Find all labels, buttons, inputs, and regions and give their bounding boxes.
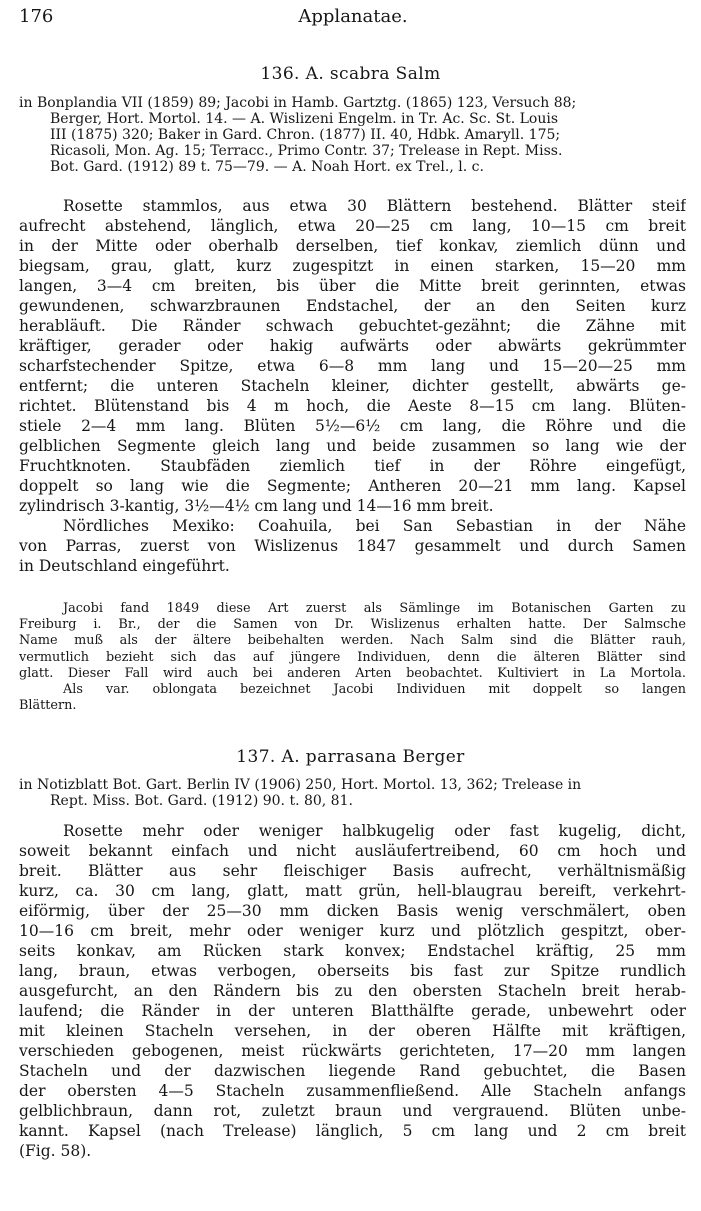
- text-line: der obersten 4—5 Stacheln zusammenfließend. Alle Stacheln anfangs: [19, 1082, 686, 1100]
- note-line: glatt. Dieser Fall wird auch bei anderen Arten beobachtet. Kultiviert in La Mortola.: [19, 665, 686, 681]
- text-line: soweit bekannt einfach und nicht ausläufertreibend, 60 cm hoch und: [19, 842, 686, 860]
- reference-line: in Bonplandia VII (1859) 89; Jacobi in Hamb. Gartztg. (1865) 123, Versuch 88;: [19, 95, 577, 111]
- text-line: Stacheln und der dazwischen liegende Rand gebuchtet, die Basen: [19, 1062, 686, 1080]
- note-line: vermutlich bezieht sich das auf jüngere Individuen, denn die älteren Blätter sind: [19, 649, 686, 665]
- text-line: scharfstechender Spitze, etwa 6—8 mm lang und 15—20—25 mm: [19, 357, 686, 375]
- text-line: 10—16 cm breit, mehr oder weniger kurz und plötzlich gespitzt, ober-: [19, 922, 686, 940]
- page-number: 176: [19, 6, 54, 27]
- species-references: [19, 777, 686, 809]
- running-title: Applanatae.: [298, 6, 408, 27]
- text-line: gewundenen, schwarzbraunen Endstachel, der an den Seiten kurz: [19, 297, 686, 315]
- distribution-line: Nördliches Mexiko: Coahuila, bei San Sebastian in der Nähe: [63, 517, 686, 535]
- note-line: Freiburg i. Br., der die Samen von Dr. Wislizenus erhalten hatte. Der Salmsche: [19, 617, 686, 633]
- reference-line: in Notizblatt Bot. Gart. Berlin IV (1906) 250, Hort. Mortol. 13, 362; Trelease in: [19, 777, 582, 793]
- text-line: Rosette stammlos, aus etwa 30 Blättern bestehend. Blätter steif: [63, 197, 686, 215]
- text-line: ausgefurcht, an den Rändern bis zu den obersten Stacheln breit herab-: [19, 982, 686, 1000]
- species-note: [19, 601, 686, 714]
- text-line: (Fig. 58).: [19, 1142, 92, 1160]
- species-references: [19, 95, 686, 175]
- text-line: entfernt; die unteren Stacheln kleiner, dichter gestellt, abwärts ge-: [19, 377, 686, 395]
- text-line: kräftiger, gerader oder hakig aufwärts oder abwärts gekrümmter: [19, 337, 686, 355]
- text-line: Rosette mehr oder weniger halbkugelig oder fast kugelig, dicht,: [63, 822, 686, 840]
- text-line: langen, 3—4 cm breiten, bis über die Mitte breit gerinnten, etwas: [19, 277, 686, 295]
- reference-line: Ricasoli, Mon. Ag. 15; Terracc., Primo Contr. 37; Trelease in Rept. Miss.: [50, 143, 563, 159]
- note-line: Blättern.: [19, 698, 77, 714]
- text-line: mit kleinen Stacheln versehen, in der oberen Hälfte mit kräftigen,: [19, 1022, 686, 1040]
- note-line: Jacobi fand 1849 diese Art zuerst als Sämlinge im Botanischen Garten zu: [63, 601, 686, 616]
- text-line: in der Mitte oder oberhalb derselben, tief konkav, ziemlich dünn und: [19, 237, 686, 255]
- species-heading: 137. A. parrasana Berger: [236, 747, 465, 767]
- page-header: [19, 6, 687, 32]
- species-heading: 136. A. scabra Salm: [260, 64, 441, 84]
- text-line: zylindrisch 3-kantig, 3½—4½ cm lang und 14—16 mm breit.: [19, 497, 494, 515]
- text-line: herabläuft. Die Ränder schwach gebuchtet-gezähnt; die Zähne mit: [19, 317, 686, 335]
- text-line: aufrecht abstehend, länglich, etwa 20—25 cm lang, 10—15 cm breit: [19, 217, 686, 235]
- text-line: biegsam, grau, glatt, kurz zugespitzt in einen starken, 15—20 mm: [19, 257, 686, 275]
- reference-line: Berger, Hort. Mortol. 14. — A. Wislizeni Engelm. in Tr. Ac. Sc. St. Louis: [50, 111, 559, 127]
- text-line: seits konkav, am Rücken stark konvex; Endstachel kräftig, 25 mm: [19, 942, 686, 960]
- text-line: stiele 2—4 mm lang. Blüten 5½—6½ cm lang, die Röhre und die: [19, 417, 686, 435]
- reference-line: III (1875) 320; Baker in Gard. Chron. (1877) II. 40, Hdbk. Amaryll. 175;: [50, 127, 561, 143]
- text-line: von Parras, zuerst von Wislizenus 1847 gesammelt und durch Samen: [19, 537, 686, 555]
- note-line: Name muß als der ältere beibehalten werden. Nach Salm sind die Blätter rauh,: [19, 633, 686, 649]
- text-line: in Deutschland eingeführt.: [19, 557, 230, 575]
- text-line: kannt. Kapsel (nach Trelease) länglich, 5 cm lang und 2 cm breit: [19, 1122, 686, 1140]
- text-line: verschieden gebogenen, meist rückwärts gerichteten, 17—20 mm langen: [19, 1042, 686, 1060]
- text-line: gelblichbraun, dann rot, zuletzt braun und vergrauend. Blüten unbe-: [19, 1102, 686, 1120]
- text-line: doppelt so lang wie die Segmente; Antheren 20—21 mm lang. Kapsel: [19, 477, 686, 495]
- text-line: lang, braun, etwas verbogen, oberseits bis fast zur Spitze rundlich: [19, 962, 686, 980]
- text-line: gelblichen Segmente gleich lang und beide zusammen so lang wie der: [19, 437, 686, 455]
- text-line: kurz, ca. 30 cm lang, glatt, matt grün, hell-blaugrau bereift, verkehrt-: [19, 882, 686, 900]
- reference-line: Bot. Gard. (1912) 89 t. 75—79. — A. Noah Hort. ex Trel., l. c.: [50, 159, 484, 175]
- note-line: Als var. oblongata bezeichnet Jacobi Individuen mit doppelt so langen: [63, 681, 686, 697]
- reference-line: Rept. Miss. Bot. Gard. (1912) 90. t. 80, 81.: [50, 793, 353, 809]
- text-line: breit. Blätter aus sehr fleischiger Basis aufrecht, verhältnismäßig: [19, 862, 686, 880]
- species-description: [19, 821, 686, 1161]
- text-line: Fruchtknoten. Staubfäden ziemlich tief in der Röhre eingefügt,: [19, 457, 686, 475]
- species-description: [19, 196, 686, 576]
- text-line: richtet. Blütenstand bis 4 m hoch, die Aeste 8—15 cm lang. Blüten-: [19, 397, 686, 415]
- text-line: eiförmig, über der 25—30 mm dicken Basis wenig verschmälert, oben: [19, 902, 686, 920]
- text-line: laufend; die Ränder in der unteren Blatthälfte gerade, unbewehrt oder: [19, 1002, 686, 1020]
